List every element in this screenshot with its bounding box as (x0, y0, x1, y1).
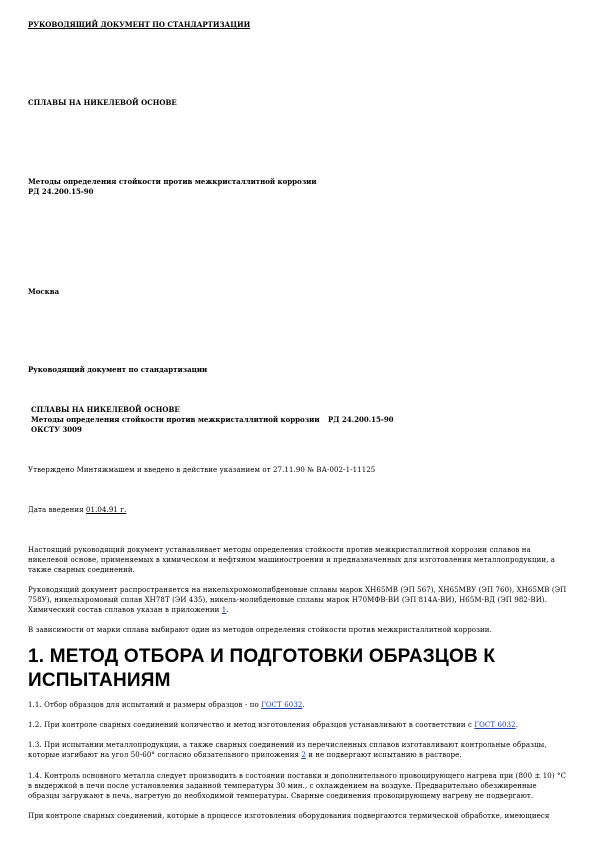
clause-1-3 (28, 740, 568, 760)
appendix-1-link[interactable]: 1 (221, 606, 227, 614)
document-type: Руководящий документ по стандартизации (28, 365, 208, 374)
clause-1-1: 1.1. Отбор образцов для испытаний и размеры образцов - по ГОСТ 6032. (28, 701, 305, 709)
title-block-code: РД 24.200.15-90 (328, 415, 394, 424)
subtitle-line: Методы определения стойкости против межкристаллитной коррозии (28, 177, 317, 186)
clause-1-2: 1.2. При контроле сварных соединений количество и метод изготовления образцов устанавливают в соответствии с ГОСТ 6032. (28, 721, 519, 729)
paragraph-applicability-text: Руководящий документ распространяется на никельхромомолибденовые сплавы марок ХН65МВ (ЭП 567), ХН65МВУ (ЭП 760), ХН65МВ (ЭП 758У), никельхромовый сплав ХН78Т (ЭИ 435), никель-молибденовые сплавы марок Н70МФВ-ВИ (ЭП 814А-ВИ), Н65М-ВД (ЭП 982-ВИ). Химический состав сплавов указан в приложении (28, 586, 567, 614)
clause-1-3-text: 1.3. При испытании металлопродукции, а также сварных соединений из перечисленных сплавов изготавливают контрольные образцы, которые изгибают на угол 50-60° согласно обязательного приложения (28, 741, 547, 759)
approval-note: Утверждено Минтяжмашем и введено в действие указанием от 27.11.90 № ВА-002-1-11125 (28, 466, 376, 474)
paragraph-applicability: Руководящий документ распространяется на никельхромомолибденовые сплавы марок ХН65МВ (ЭП 567), ХН65МВУ (ЭП 760), ХН65МВ (ЭП 758У), никельхромовый сплав ХН78Т (ЭИ 435), никель-молибденовые сплавы марок Н70МФВ-ВИ (ЭП 814А-ВИ), Н65М-ВД (ЭП 982-ВИ). Химический состав сплавов указан в приложении 1. (28, 586, 567, 614)
title-block-subtitle: Методы определения стойкости против межкристаллитной коррозии (31, 415, 320, 424)
intro-date (28, 505, 126, 515)
clause-1-2-text: 1.2. При контроле сварных соединений количество и метод изготовления образцов устанавливают в соответствии с (28, 721, 473, 729)
appendix-2-link[interactable]: 2 (301, 751, 306, 759)
title-block-okstu: ОКСТУ 3009 (31, 425, 82, 434)
document-subtitle (28, 177, 317, 197)
gost-6032-link[interactable]: ГОСТ 6032 (474, 721, 516, 729)
title-block-line2 (28, 415, 394, 425)
intro-date-label: Дата введения (28, 506, 84, 514)
clause-1-3-tail: и не подвергают испытанию в растворе. (308, 751, 462, 759)
document-code: РД 24.200.15-90 (28, 187, 94, 196)
paragraph-method-choice: В зависимости от марки сплава выбирают один из методов определения стойкости против межкристаллитной коррозии. (28, 626, 492, 634)
clause-1-4-continued: При контроле сварных соединений, которые в процессе изготовления оборудования подвергаются термической обработке, имеющиеся (28, 812, 550, 820)
title-block (28, 405, 394, 435)
gost-6032-link[interactable]: ГОСТ 6032 (261, 701, 303, 709)
paragraph-scope: Настоящий руководящий документ устанавливает методы определения стойкости против межкристаллитной коррозии сплавов на никелевой основе, применяемых в химическом и нефтяном машиностроении и предназначенных для изготовления металлопродукции, а также сварных соединений. (28, 546, 556, 574)
title-block-line1: СПЛАВЫ НА НИКЕЛЕВОЙ ОСНОВЕ (31, 405, 180, 414)
clause-1-4: 1.4. Контроль основного металла следует производить в состоянии поставки и дополнительного провоцирующего нагрева при (800 ± 10) °С в выдержкой в печи после установления заданной температуры 30 мин., с охлаждением на воздухе. Предварительно обезжиренные образцы загружают в печь, нагретую до необходимой температуры. Сварные соединения провоцирующему нагреву не подвергают. (28, 772, 567, 800)
section-heading: 1. МЕТОД ОТБОРА И ПОДГОТОВКИ ОБРАЗЦОВ К ИСПЫТАНИЯМ (28, 646, 496, 691)
document-header: РУКОВОДЯЩИЙ ДОКУМЕНТ ПО СТАНДАРТИЗАЦИИ (28, 20, 251, 29)
document-title: СПЛАВЫ НА НИКЕЛЕВОЙ ОСНОВЕ (28, 98, 177, 107)
clause-1-1-text: 1.1. Отбор образцов для испытаний и размеры образцов - по (28, 701, 259, 709)
city: Москва (28, 287, 60, 296)
intro-date-value: 01.04.91 г. (86, 506, 127, 514)
